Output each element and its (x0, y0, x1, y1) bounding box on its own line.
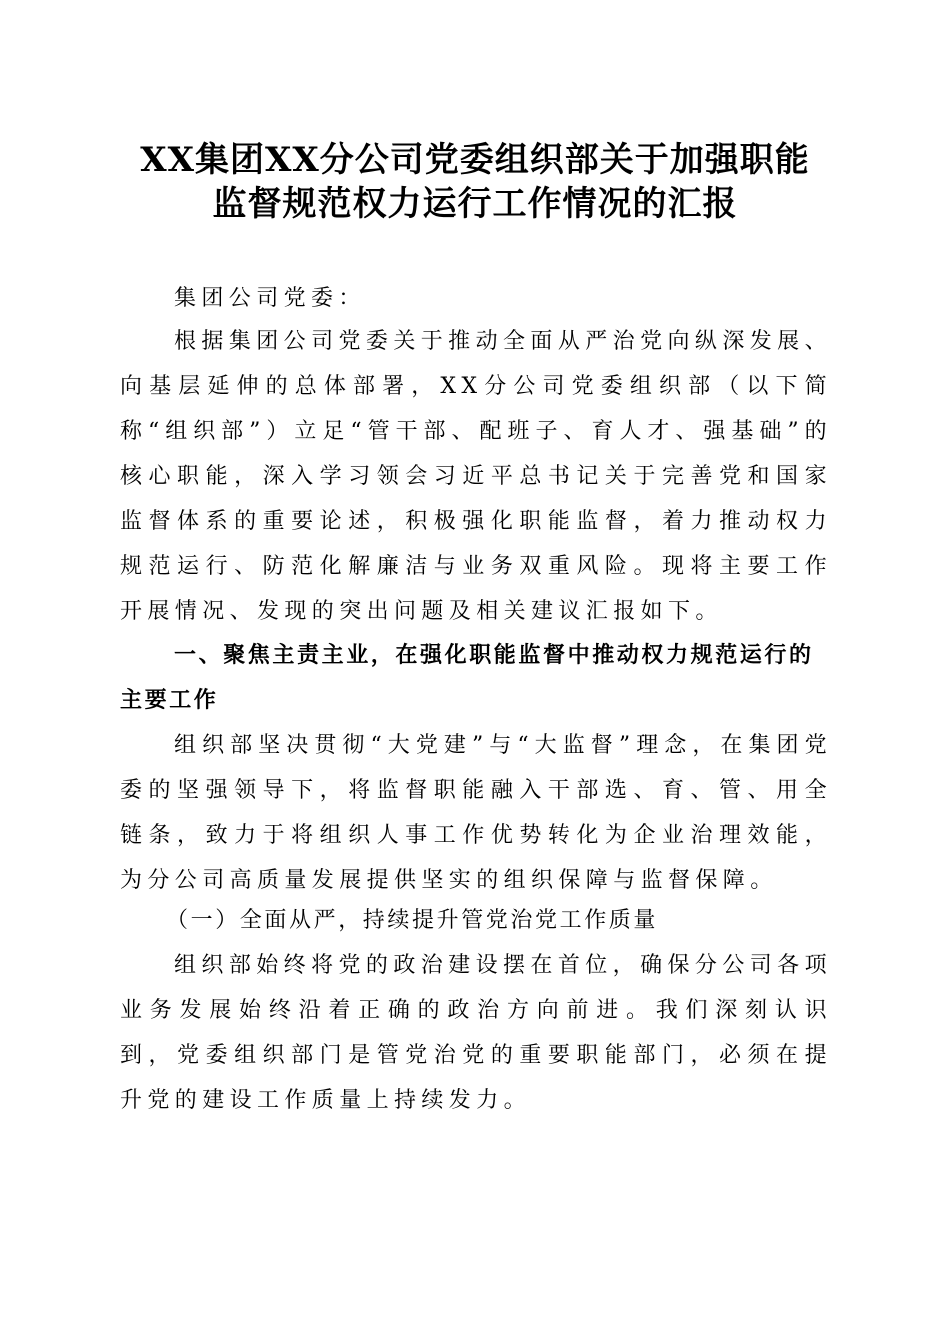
document-title-line-1: XX集团XX分公司党委组织部关于加强职能 (140, 140, 810, 180)
paragraph-section-1: 组织部坚决贯彻“大党建”与“大监督”理念，在集团党委的坚强领导下，将监督职能融入干部选、育、管、用全链条，致力于将组织人事工作优势转化为企业治理效能，为分公司高质量发展提供坚实的组织保障与监督保障。 (120, 733, 832, 893)
subsection-heading-1: （一）全面从严，持续提升管党治党工作质量 (166, 908, 659, 933)
paragraph-introduction: 根据集团公司党委关于推动全面从严治党向纵深发展、向基层延伸的总体部署，XX分公司党委组织部（以下简称“组织部”）立足“管干部、配班子、育人才、强基础”的核心职能，深入学习领会习近平总书记关于完善党和国家监督体系的重要论述，积极强化职能监督，着力推动权力规范运行、防范化解廉洁与业务双重风险。现将主要工作开展情况、发现的突出问题及相关建议汇报如下。 (120, 329, 832, 624)
paragraph-subsection-1: 组织部始终将党的政治建设摆在首位，确保分公司各项业务发展始终沿着正确的政治方向前进。我们深刻认识到，党委组织部门是管党治党的重要职能部门，必须在提升党的建设工作质量上持续发力。 (120, 953, 832, 1113)
salutation: 集团公司党委： (174, 286, 366, 311)
section-heading-1: 一、聚焦主责主业，在强化职能监督中推动权力规范运行的主要工作 (120, 643, 814, 713)
document-title-line-2: 监督规范权力运行工作情况的汇报 (212, 184, 738, 224)
